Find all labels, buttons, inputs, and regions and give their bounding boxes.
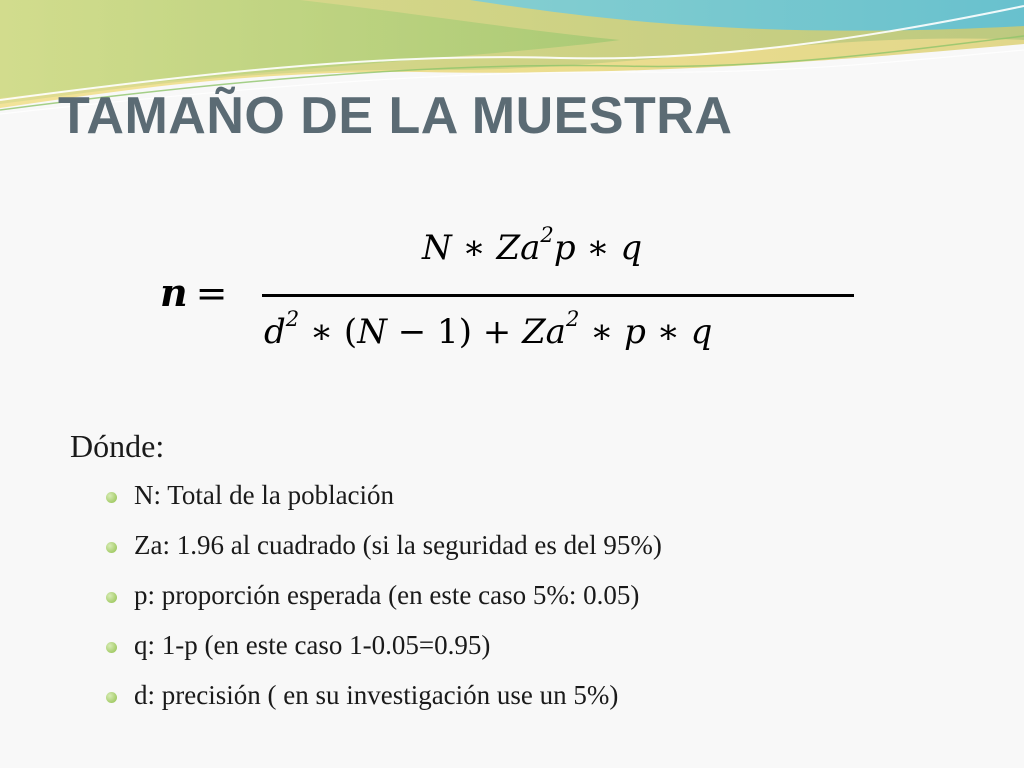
- formula-lhs: [160, 270, 227, 315]
- den-paren: (: [343, 312, 358, 352]
- num-p: p: [553, 228, 576, 268]
- formula-numerator: [422, 222, 643, 268]
- bullet-dot-icon: [106, 492, 117, 503]
- bullet-dot-icon: [106, 692, 117, 703]
- den-op: ∗: [299, 312, 344, 352]
- definition-text: N: Total de la población: [134, 480, 395, 510]
- sample-size-formula: [160, 222, 860, 362]
- den-one: 1: [437, 312, 459, 352]
- formula-equals: =: [195, 271, 228, 315]
- den-exp: 2: [565, 306, 580, 332]
- num-q: q: [620, 228, 643, 268]
- definition-text: q: 1-p (en este caso 1-0.05=0.95): [134, 630, 491, 660]
- bullet-dot-icon: [106, 592, 117, 603]
- num-exp: 2: [540, 222, 554, 248]
- slide-title: TAMAÑO DE LA MUESTRA: [58, 87, 733, 145]
- num-op: ∗: [451, 228, 497, 268]
- num-op: ∗: [575, 228, 621, 268]
- list-item: [104, 530, 1004, 580]
- den-Za: Za: [522, 312, 566, 352]
- fraction-bar: [262, 294, 854, 297]
- bullet-dot-icon: [106, 542, 117, 553]
- den-exp: 2: [285, 306, 300, 332]
- den-op: +: [471, 312, 523, 352]
- den-p: p: [624, 312, 646, 352]
- list-item: [104, 630, 1004, 680]
- list-item: [104, 680, 1004, 730]
- den-paren: ): [458, 312, 472, 352]
- list-item: [104, 580, 1004, 630]
- formula-variable-n: n: [160, 270, 188, 315]
- num-Za: Za: [496, 228, 541, 268]
- definition-text: p: proporción esperada (en este caso 5%: 0.05): [134, 580, 640, 610]
- donde-label: Dónde:: [70, 428, 165, 464]
- definition-text: d: precisión ( en su investigación use un 5%): [134, 680, 619, 710]
- definition-text: Za: 1.96 al cuadrado (si la seguridad es del 95%): [134, 530, 662, 560]
- list-item: [104, 480, 1004, 530]
- den-d: d: [264, 312, 286, 352]
- bullet-dot-icon: [106, 642, 117, 653]
- definitions-list: [104, 480, 1004, 730]
- den-op: ∗: [645, 312, 691, 352]
- den-q: q: [690, 312, 713, 352]
- formula-denominator: [264, 306, 713, 352]
- den-N: N: [357, 312, 387, 352]
- num-N: N: [422, 228, 452, 268]
- den-op: ∗: [579, 312, 625, 352]
- den-op: −: [386, 312, 438, 352]
